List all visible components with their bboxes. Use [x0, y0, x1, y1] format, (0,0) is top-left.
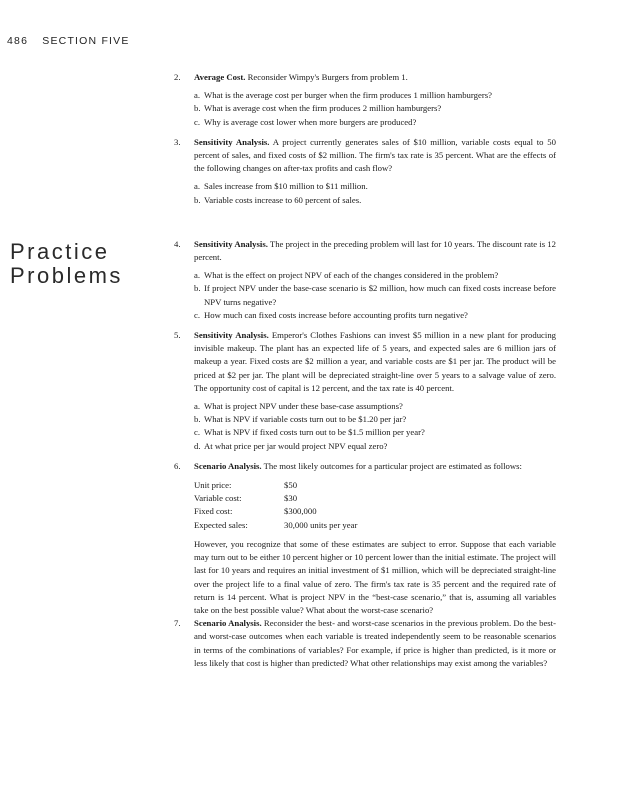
problem-title: Average Cost. [194, 72, 246, 82]
problem-6 [174, 460, 556, 617]
subquestion: b. If project NPV under the base-case scenario is $2 million, how much can fixed costs increase before NPV turns negative? [194, 283, 556, 307]
problem-text: A project currently generates sales of $10 million, variable costs equal to 50 percent of sales, and fixed costs of $2 million. The firm's tax rate is 35 percent. What are the effects of the following changes on after-tax profits and cash flow? [194, 136, 556, 174]
problem-text: The project in the preceding problem will last for 10 years. The discount rate is 12 percent. [194, 238, 556, 263]
margin-heading-line-1: Practice [10, 239, 110, 264]
problem-title: Sensitivity Analysis. [194, 238, 268, 249]
margin-heading [10, 240, 150, 288]
subquestion: c. How much can fixed costs increase before accounting profits turn negative? [194, 309, 468, 320]
problem-number: 2. [174, 72, 181, 82]
problem-text: Reconsider Wimpy's Burgers from problem 1. [247, 72, 408, 82]
problem-5 [174, 329, 556, 453]
problem-number: 4. [174, 238, 181, 249]
margin-heading-line-2: Problems [10, 263, 123, 288]
problem-number: 6. [174, 460, 181, 471]
table-row: Fixed cost: $300,000 [194, 506, 317, 517]
subquestion: a. Sales increase from $10 million to $11 million. [194, 181, 368, 192]
estimates-table [194, 479, 556, 532]
subquestion: b. What is average cost when the firm produces 2 million hamburgers? [194, 103, 442, 114]
problem-number: 5. [174, 330, 181, 341]
problem-text: Reconsider the best- and worst-case scenarios in the previous problem. Do the best- and worst-case outcomes when each variable is treated independently seem to be reasonable scenarios in terms of the combinations of variables? For example, if price is higher than predicted, is it more or less likely that cost is higher than predicted? What other relationships may exist among the variables? [194, 618, 556, 668]
problem-followup: However, you recognize that some of these estimates are subject to error. Suppose that each variable may turn out to be either 10 percent higher or 10 percent lower than the initial estimate. The project will last for 10 years and requires an initial investment of $1 million, which will be depreciated straight-line over the project life to a final value of zero. The firm's tax rate is 35 percent and the required rate of return is 14 percent. What is project NPV in the “best-case scenario,” that is, assuming all variables take on the best possible value? What about the worst-case scenario? [194, 538, 556, 615]
problem-text: The most likely outcomes for a particular project are estimated as follows: [263, 460, 522, 471]
problem-3 [174, 136, 556, 207]
subquestion: a. What is the effect on project NPV of each of the changes considered in the problem? [194, 270, 499, 281]
subquestion: c. What is NPV if fixed costs turn out to be $1.5 million per year? [194, 427, 425, 438]
subquestion: c. Why is average cost lower when more burgers are produced? [194, 116, 417, 127]
table-row: Unit price: $50 [194, 480, 298, 491]
subquestion: a. What is project NPV under these base-case assumptions? [194, 401, 403, 412]
subquestion: a. What is the average cost per burger when the firm produces 1 million hamburgers? [194, 90, 492, 101]
problem-text: Emperor's Clothes Fashions can invest $5 million in a new plant for producing invisible makeup. The plant has an expected life of 5 years, and expected sales are 6 million jars of makeup a year. Fixed costs are $2 million a year, and variable costs are $1 per jar. The product will be priced at $2 per jar. The plant will be depreciated straight-line over 5 years to a salvage value of zero. The opportunity cost of capital is 12 percent, and the tax rate is 40 percent. [194, 330, 557, 393]
problem-title: Scenario Analysis. [194, 460, 262, 471]
subquestion: b. What is NPV if variable costs turn out to be $1.20 per jar? [194, 414, 407, 425]
problem-title: Sensitivity Analysis. [194, 330, 269, 341]
problem-2 [174, 71, 556, 129]
page-number: 486 [7, 35, 29, 47]
problem-number: 3. [174, 136, 181, 147]
table-row: Variable cost: $30 [194, 493, 298, 504]
problem-7 [174, 617, 556, 670]
problem-number: 7. [174, 618, 181, 629]
problem-title: Sensitivity Analysis. [194, 136, 270, 147]
subquestion: d. At what price per jar would project NPV equal zero? [194, 440, 388, 451]
problem-title: Scenario Analysis. [194, 618, 262, 629]
table-row: Expected sales: 30,000 units per year [194, 519, 358, 530]
problems-content [174, 71, 556, 670]
running-header [7, 35, 130, 47]
subquestion: b. Variable costs increase to 60 percent of sales. [194, 194, 362, 205]
section-label: SECTION FIVE [42, 35, 130, 47]
problem-4 [174, 238, 556, 322]
